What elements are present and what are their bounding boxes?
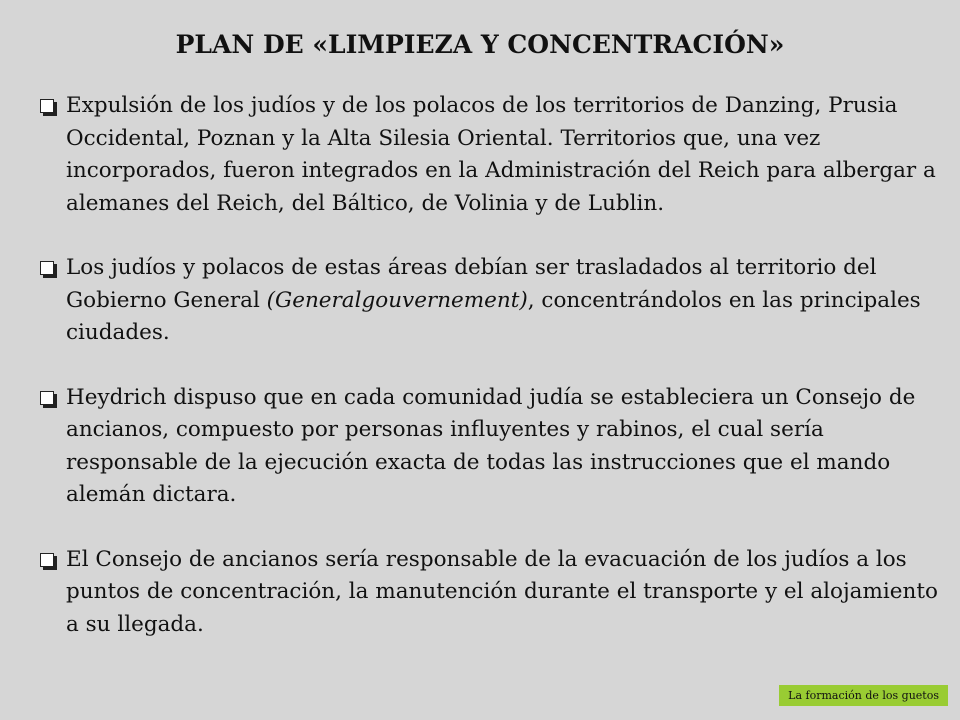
bullet-text: Heydrich dispuso que en cada comunidad judía se estableciera un Consejo de ancianos, compuesto por personas influyentes y rabinos, el cual sería responsable de la ejecución exacta de todas las instrucciones que el mando alemán dictara.: [66, 384, 916, 507]
checkbox-square-icon: [40, 544, 66, 576]
checkbox-square-icon: [40, 382, 66, 414]
bullet-text: El Consejo de ancianos sería responsable de la evacuación de los judíos a los puntos de concentración, la manutención durante el transporte y el alojamiento a su llegada.: [66, 546, 938, 637]
bullet-list: [40, 90, 940, 673]
slide-title: PLAN DE «LIMPIEZA Y CONCENTRACIÓN»: [175, 30, 785, 59]
bullet-text-part: Los judíos y polacos de estas áreas debían ser trasladados al territorio del Gobierno General: [66, 255, 877, 313]
bullet-text: [66, 252, 940, 350]
bullet-text-part: , concentrándolos en las principales ciudades.: [66, 287, 921, 345]
bullet-item: [40, 90, 940, 220]
checkbox-square-icon: [40, 90, 66, 122]
bullet-item: [40, 252, 940, 350]
section-tag[interactable]: La formación de los guetos: [779, 685, 948, 706]
bullet-item: [40, 544, 940, 642]
bullet-text: Expulsión de los judíos y de los polacos de los territorios de Danzing, Prusia Occidental, Poznan y la Alta Silesia Oriental. Territorios que, una vez incorporados, fueron integrados en la Administración del Reich para albergar a alemanes del Reich, del Báltico, de Volinia y de Lublin.: [66, 93, 936, 216]
bullet-text-italic: (Generalgouvernement): [266, 287, 528, 313]
checkbox-square-icon: [40, 252, 66, 284]
bullet-item: [40, 382, 940, 512]
